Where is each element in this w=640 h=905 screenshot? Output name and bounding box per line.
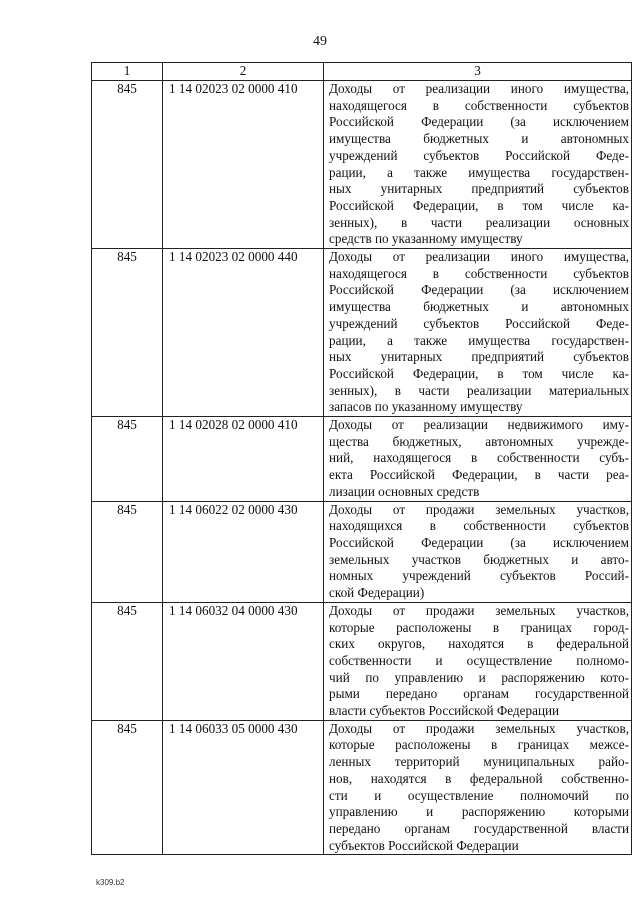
description-line: Российской Федерации (за исключением	[329, 282, 629, 298]
description-line: рации, а также имущества государствен-	[329, 332, 629, 348]
table-row	[92, 249, 632, 417]
revenue-description-cell	[324, 249, 632, 417]
header-col-3: 3	[324, 63, 632, 81]
description-line: ний, находящегося в собственности субъ-	[329, 450, 629, 466]
admin-code-cell: 845	[92, 81, 163, 249]
revenue-codes-table	[91, 62, 632, 855]
page-number: 49	[313, 34, 327, 49]
description-line: Доходы от продажи земельных участков,	[329, 720, 629, 736]
description-line: щества бюджетных, автономных учрежде-	[329, 433, 629, 449]
admin-code-cell: 845	[92, 249, 163, 417]
header-col-2: 2	[163, 63, 324, 81]
revenue-description-cell	[324, 501, 632, 602]
budget-classification-code-cell: 1 14 06033 05 0000 430	[163, 720, 324, 855]
revenue-description-cell	[324, 720, 632, 855]
description-line: учреждений субъектов Российской Феде-	[329, 315, 629, 331]
admin-code-cell: 845	[92, 720, 163, 855]
description-line: имущества бюджетных и автономных	[329, 131, 629, 147]
description-line: Доходы от реализации иного имущества,	[329, 81, 629, 96]
description-line: екта Российской Федерации, в части реа-	[329, 467, 629, 483]
description-line: ных унитарных предприятий субъектов	[329, 181, 629, 197]
description-line: находящегося в собственности субъектов	[329, 265, 629, 281]
budget-classification-code-cell: 1 14 02028 02 0000 410	[163, 417, 324, 502]
description-line: запасов по указанному имуществу	[329, 399, 523, 415]
budget-classification-code-cell: 1 14 02023 02 0000 440	[163, 249, 324, 417]
description-line: ленных территорий муниципальных райо-	[329, 754, 629, 770]
revenue-description-cell	[324, 417, 632, 502]
table-row	[92, 602, 632, 720]
table-body	[92, 81, 632, 855]
footer-document-mark: k309.b2	[96, 878, 125, 887]
table-row	[92, 501, 632, 602]
header-col-1: 1	[92, 63, 163, 81]
description-line: ных унитарных предприятий субъектов	[329, 349, 629, 365]
description-line: Доходы от продажи земельных участков,	[329, 501, 629, 517]
table-header-row	[92, 63, 632, 81]
description-line: имущества бюджетных и автономных	[329, 299, 629, 315]
description-line: Российской Федерации (за исключением	[329, 534, 629, 550]
description-line: чий по управлению и распоряжению кото-	[329, 669, 629, 685]
description-line: нов, находятся в федеральной собственно-	[329, 770, 629, 786]
description-line: находящегося в собственности субъектов	[329, 97, 629, 113]
admin-code-cell: 845	[92, 417, 163, 502]
description-line: передано органам государственной власти	[329, 820, 629, 836]
description-line: власти субъектов Российской Федерации	[329, 703, 560, 719]
description-line: управлению и распоряжению которыми	[329, 804, 629, 820]
description-line: Доходы от продажи земельных участков,	[329, 602, 629, 618]
admin-code-cell: 845	[92, 501, 163, 602]
description-line: сти и осуществление полномочий по	[329, 787, 629, 803]
admin-code-cell: 845	[92, 602, 163, 720]
description-line: зенных), в части реализации материальных	[329, 382, 629, 398]
table-row	[92, 417, 632, 502]
description-line: номных учреждений субъектов Россий-	[329, 568, 629, 584]
description-line: зенных), в части реализации основных	[329, 214, 629, 230]
description-line: субъектов Российской Федерации	[329, 837, 519, 853]
description-line: Российской Федерации, в том числе ка-	[329, 197, 629, 213]
description-line: Российской Федерации, в том числе ка-	[329, 365, 629, 381]
revenue-description-cell	[324, 81, 632, 249]
description-line: находящихся в собственности субъектов	[329, 518, 629, 534]
description-line: собственности и осуществление полномо-	[329, 652, 629, 668]
description-line: которые расположены в границах межсе-	[329, 737, 629, 753]
description-line: Доходы от реализации иного имущества,	[329, 249, 629, 265]
description-line: учреждений субъектов Российской Феде-	[329, 147, 629, 163]
description-line: земельных участков бюджетных и авто-	[329, 551, 629, 567]
description-line: ской Федерации)	[329, 585, 425, 601]
table-row	[92, 720, 632, 855]
description-line: рыми передано органам государственной	[329, 686, 629, 702]
budget-classification-code-cell: 1 14 02023 02 0000 410	[163, 81, 324, 249]
revenue-description-cell	[324, 602, 632, 720]
description-line: ских округов, находятся в федеральной	[329, 636, 629, 652]
table-row	[92, 81, 632, 249]
description-line: которые расположены в границах город-	[329, 619, 629, 635]
description-line: лизации основных средств	[329, 483, 480, 499]
budget-classification-code-cell: 1 14 06032 04 0000 430	[163, 602, 324, 720]
description-line: Российской Федерации (за исключением	[329, 114, 629, 130]
description-line: Доходы от реализации недвижимого иму-	[329, 417, 629, 433]
budget-classification-code-cell: 1 14 06022 02 0000 430	[163, 501, 324, 602]
description-line: средств по указанному имуществу	[329, 231, 523, 247]
description-line: рации, а также имущества государствен-	[329, 164, 629, 180]
